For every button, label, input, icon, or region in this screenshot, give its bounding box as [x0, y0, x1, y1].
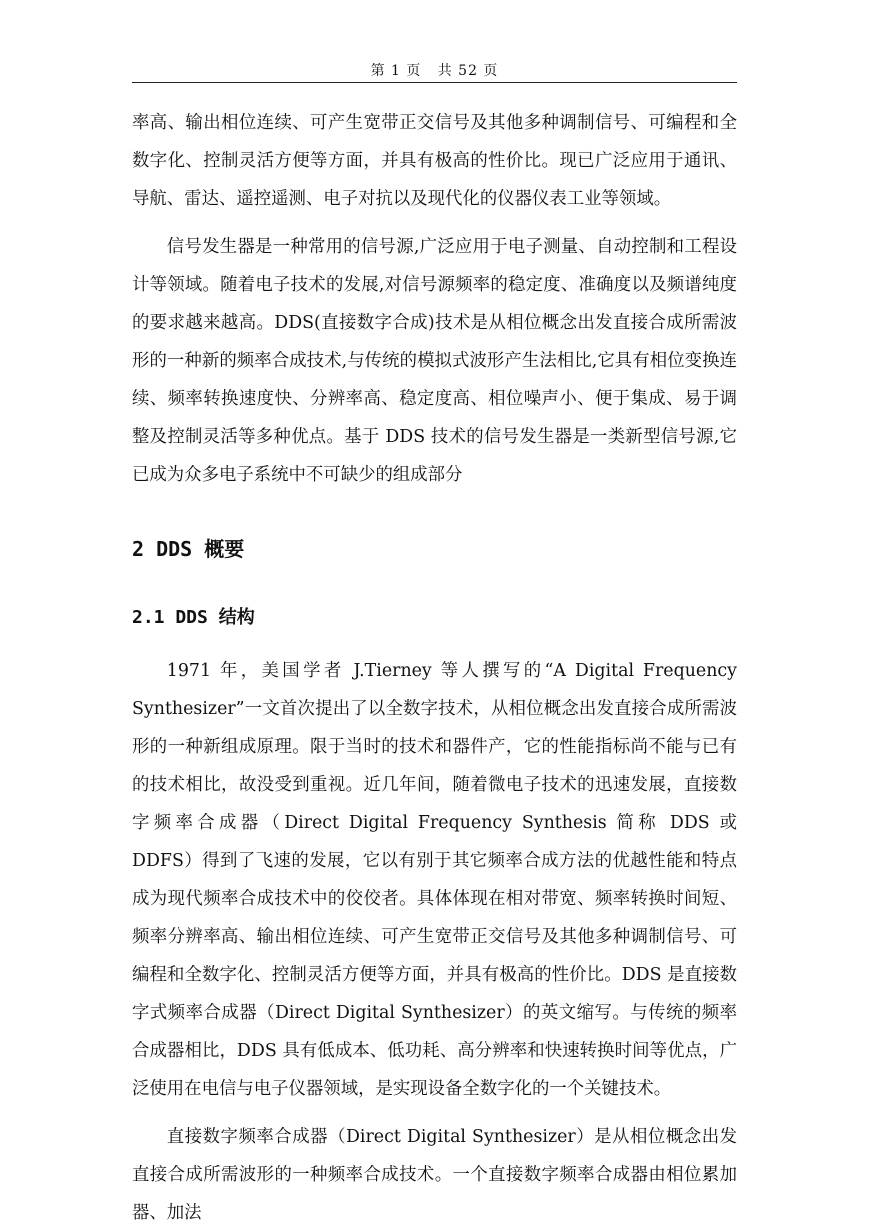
paragraph-continued: 率高、输出相位连续、可产生宽带正交信号及其他多种调制信号、可编程和全数字化、控制灵活方便等方面，并具有极高的性价比。现已广泛应用于通讯、导航、雷达、遥控遥测、电子对抗以及现代化的仪器仪表工业等领域。 — [132, 113, 737, 209]
page-header — [132, 60, 737, 83]
page-number-label: 第 1 页 共 52 页 — [370, 63, 499, 79]
subsection-heading: 2.1 DDS 结构 — [132, 607, 255, 628]
section-heading: 2 DDS 概要 — [132, 537, 245, 561]
paragraph-dds-history: 1971 年，美国学者 J.Tierney 等人撰写的“A Digital Frequency Synthesizer”一文首次提出了以全数字技术，从相位概念出发直接合成所需波形的一种新组成原理。限于当时的技术和器件产，它的性能指标尚不能与已有的技术相比，故没受到重视。近几年间，随着微电子技术的迅速发展，直接数字频率合成器（Direct Digital Frequency Synthesis 简称 DDS 或 DDFS）得到了飞速的发展，它以有别于其它频率合成方法的优越性能和特点成为现代频率合成技术中的佼佼者。具体体现在相对带宽、频率转换时间短、频率分辨率高、输出相位连续、可产生宽带正交信号及其他多种调制信号、可编程和全数字化、控制灵活方便等方面，并具有极高的性价比。DDS 是直接数字式频率合成器（Direct Digital Synthesizer）的英文缩写。与传统的频率合成器相比，DDS 具有低成本、低功耗、高分辨率和快速转换时间等优点，广泛使用在电信与电子仪器领域，是实现设备全数字化的一个关键技术。 — [132, 661, 737, 1099]
paragraph-dds-definition: 直接数字频率合成器（Direct Digital Synthesizer）是从相位概念出发直接合成所需波形的一种频率合成技术。一个直接数字频率合成器由相位累加器、加法 — [132, 1127, 737, 1223]
page-body — [132, 104, 737, 1232]
paragraph-signal-generator: 信号发生器是一种常用的信号源,广泛应用于电子测量、自动控制和工程设计等领域。随着电子技术的发展,对信号源频率的稳定度、准确度以及频谱纯度的要求越来越高。DDS(直接数字合成)技术是从相位概念出发直接合成所需波形的一种新的频率合成技术,与传统的模拟式波形产生法相比,它具有相位变换连续、频率转换速度快、分辨率高、稳定度高、相位噪声小、便于集成、易于调整及控制灵活等多种优点。基于 DDS 技术的信号发生器是一类新型信号源,它已成为众多电子系统中不可缺少的组成部分 — [132, 237, 737, 485]
